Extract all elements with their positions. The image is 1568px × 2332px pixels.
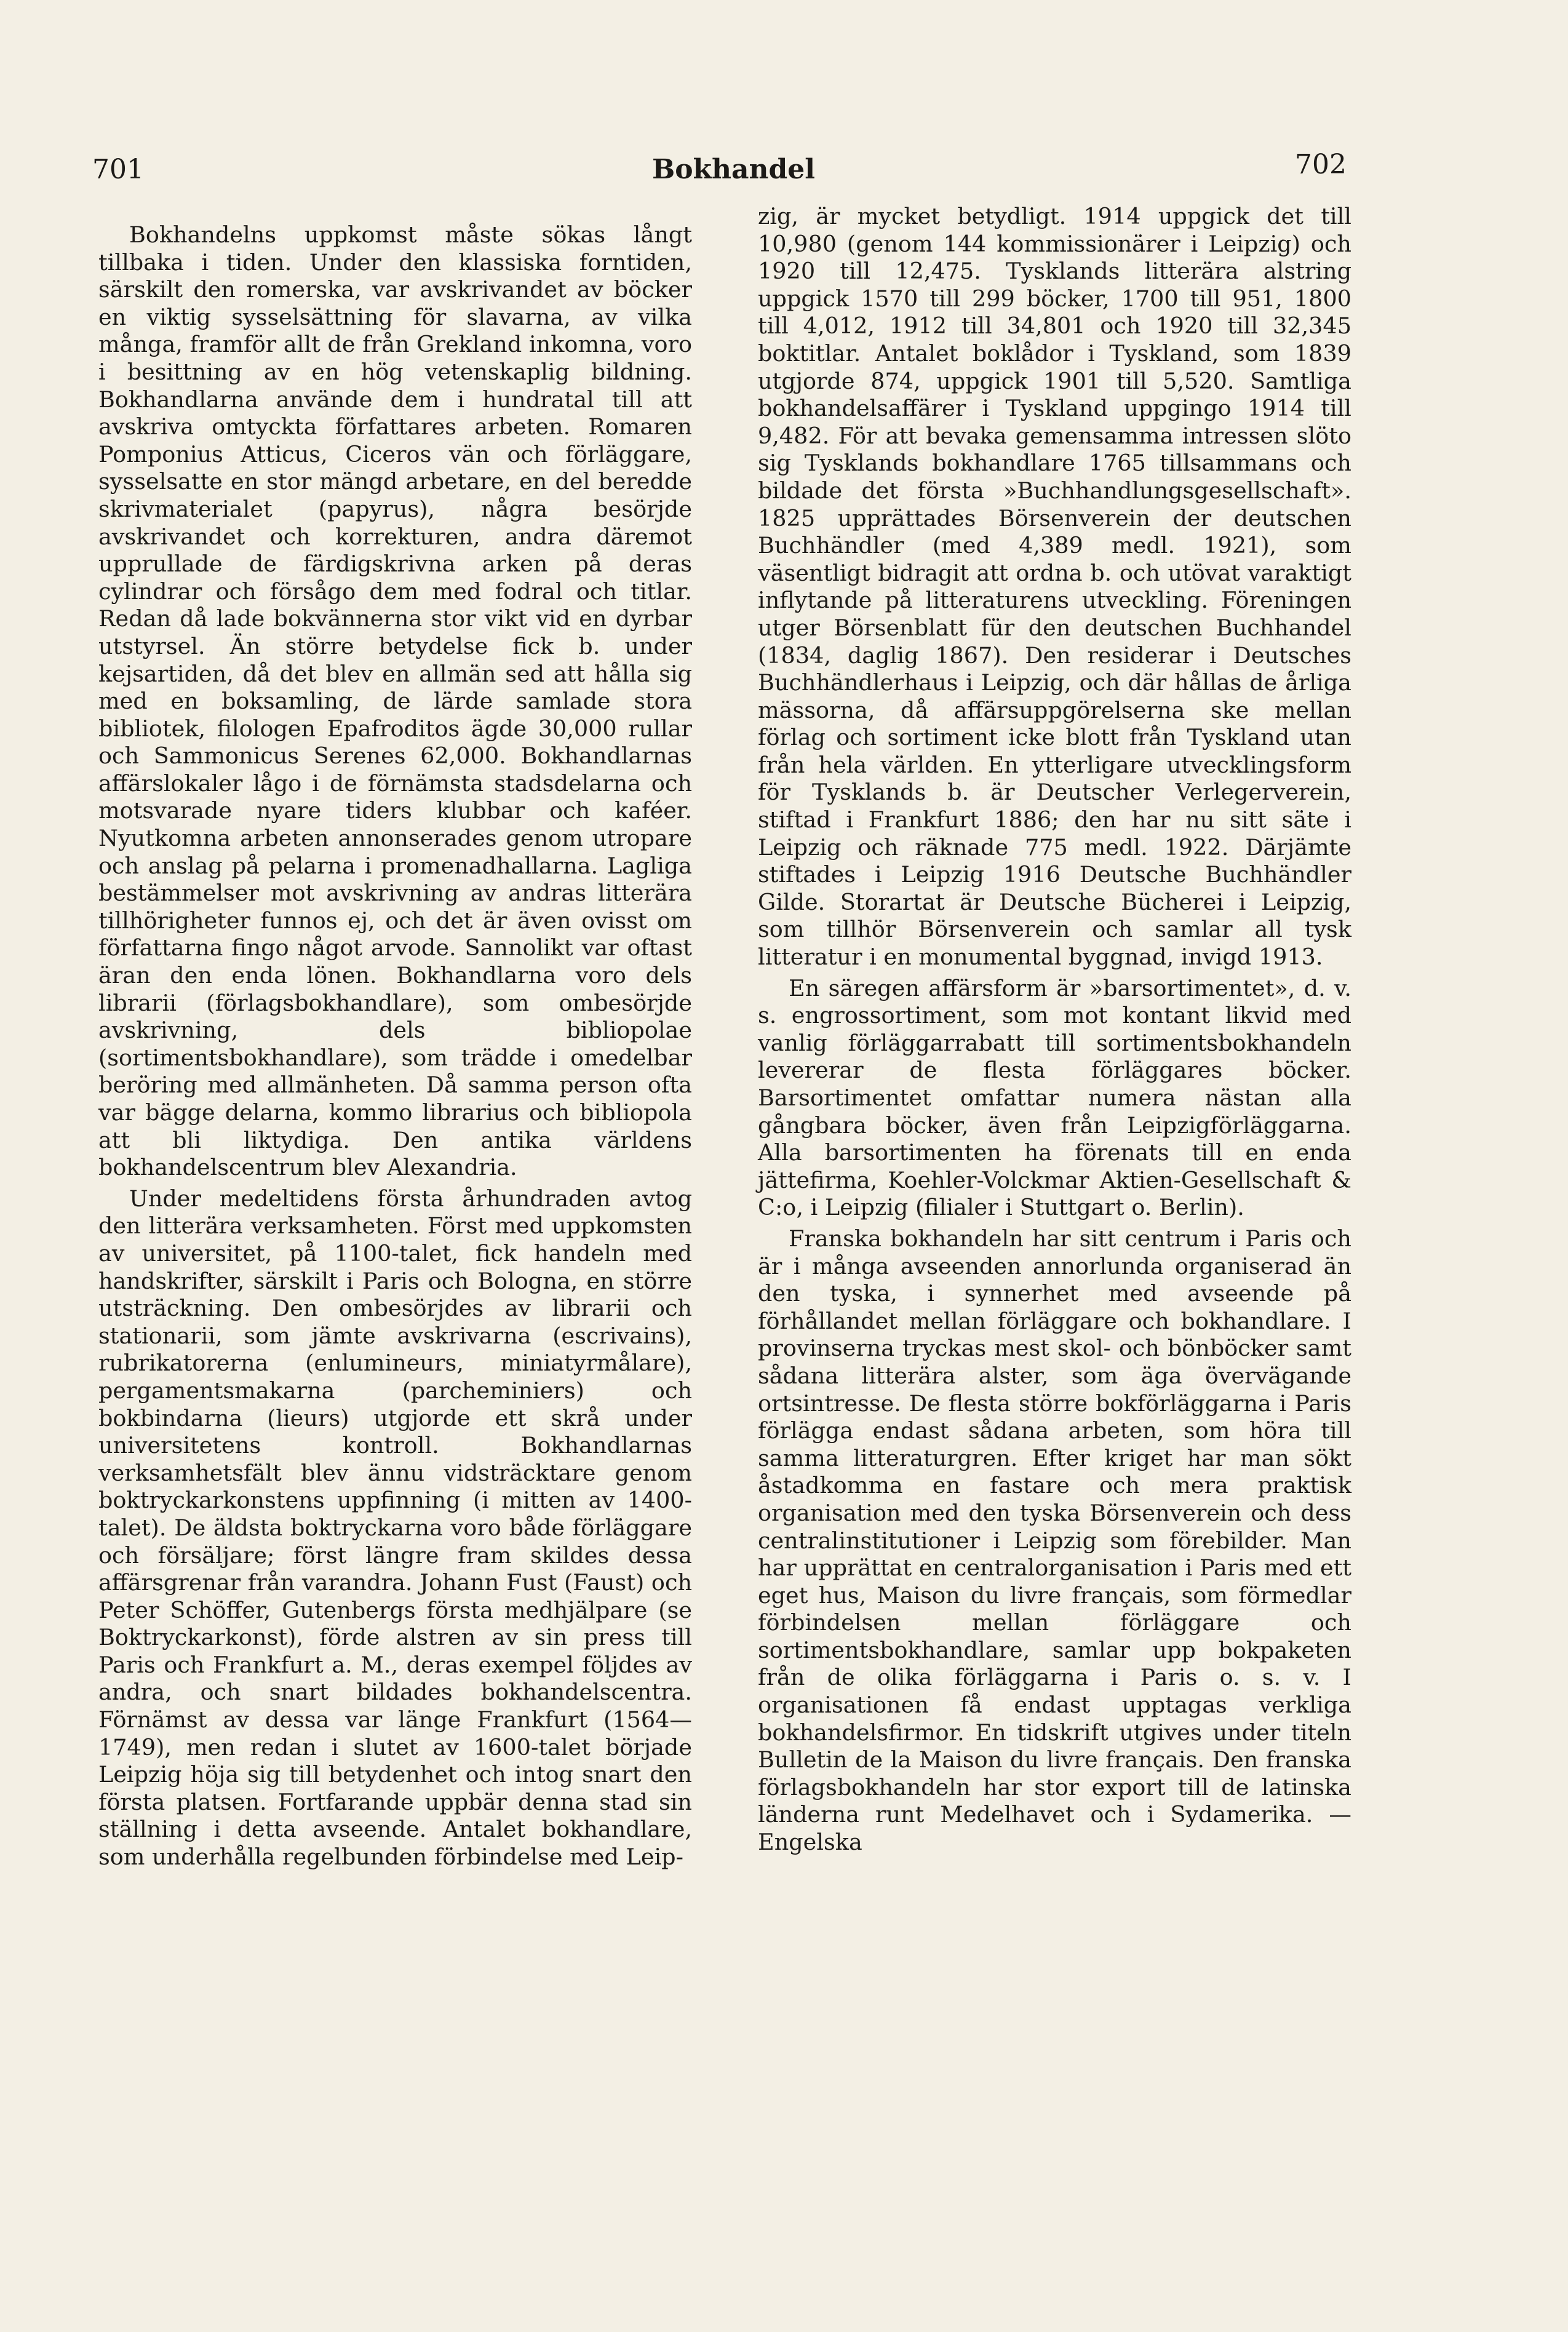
paragraph-medeltiden: Under medeltidens första århundraden avtog den litterära verksamheten. Först med uppkomsten av universitet, på 1100-talet, fick handeln med handskrifter, särskilt i Paris och Bologna, en större utsträckning. Den ombesörjdes av librarii och stationarii, som jämte avskrivarna (escrivains), rubrikatorerna (enlumineurs, miniatyrmålare), pergamentsmakarna (parcheminiers) och bokbindarna (lieurs) utgjorde ett skrå under universitetens kontroll. Bokhandlarnas verksamhetsfält blev ännu vidsträcktare genom boktryckarkonstens uppfinning (i mitten av 1400-talet). De äldsta boktryckarna voro både förläggare och försäljare; först längre fram skildes dessa affärsgrenar från varandra. Johann Fust (Faust) och Peter Schöffer, Gutenbergs första medhjälpare (se Boktryckarkonst), förde alstren av sin press till Paris och Frankfurt a. M., deras exempel följdes av andra, och snart bildades bokhandelscentra. Förnämst av dessa var länge Frankfurt (1564—1749), men redan i slutet av 1600-talet började Leipzig höja sig till betydenhet och intog snart den första platsen. Fortfarande uppbär denna stad sin ställning i detta avseende. Antalet bokhandlare, som underhålla regelbunden förbindelse med Leip-: [98, 1185, 692, 1871]
left-column: [98, 221, 692, 1871]
page-number-left: 701: [92, 154, 144, 185]
paragraph-barsortiment: En säregen affärsform är »barsortimentet», d. v. s. engrossortiment, som mot kontant likvid med vanlig förläggarrabatt till sortimentsbokhandeln levererar de flesta förläggares böcker. Barsortimentet omfattar numera nästan alla gångbara böcker, även från Leipzigförläggarna. Alla barsortimenten ha förenats till en enda jättefirma, Koehler-Volckmar Aktien-Gesellschaft & C:o, i Leipzig (filialer i Stuttgart o. Berlin).: [758, 974, 1351, 1221]
page-title: Bokhandel: [652, 154, 815, 185]
page-number-right: 702: [1295, 149, 1347, 180]
paragraph-bokhandelns-uppkomst: Bokhandelns uppkomst måste sökas långt tillbaka i tiden. Under den klassiska forntiden, särskilt den romerska, var avskrivandet av böcker en viktig sysselsättning för slavarna, av vilka många, framför allt de från Grekland inkomna, voro i besittning av en hög vetenskaplig bildning. Bokhandlarna använde dem i hundratal till att avskriva omtyckta författares arbeten. Romaren Pomponius Atticus, Ciceros vän och förläggare, sysselsatte en stor mängd arbetare, en del beredde skrivmaterialet (papyrus), några besörjde avskrivandet och korrekturen, andra däremot upprullade de färdigskrivna arken på deras cylindrar och försågo dem med fodral och titlar. Redan då lade bokvännerna stor vikt vid en dyrbar utstyrsel. Än större betydelse fick b. under kejsartiden, då det blev en allmän sed att hålla sig med en boksamling, de lärde samlade stora bibliotek, filologen Epafroditos ägde 30,000 rullar och Sammonicus Serenes 62,000. Bokhandlarnas affärslokaler lågo i de förnämsta stadsdelarna och motsvarade nyare tiders klubbar och kaféer. Nyutkomna arbeten annonserades genom utropare och anslag på pelarna i promenadhallarna. Lagliga bestämmelser mot avskrivning av andras litterära tillhörigheter funnos ej, och det är även ovisst om författarna fingo något arvode. Sannolikt var oftast äran den enda lönen. Bokhandlarna voro dels librarii (förlagsbokhandlare), som ombesörjde avskrivning, dels bibliopolae (sortimentsbokhandlare), som trädde i omedelbar beröring med allmänheten. Då samma person ofta var bägge delarna, kommo librarius och bibliopola att bli liktydiga. Den antika världens bokhandelscentrum blev Alexandria.: [98, 221, 692, 1181]
paragraph-leipzig-continued: zig, är mycket betydligt. 1914 uppgick det till 10,980 (genom 144 kommissionärer i Leipzig) och 1920 till 12,475. Tysklands litterära alstring uppgick 1570 till 299 böcker, 1700 till 951, 1800 till 4,012, 1912 till 34,801 och 1920 till 32,345 boktitlar. Antalet boklådor i Tyskland, som 1839 utgjorde 874, uppgick 1901 till 5,520. Samtliga bokhandelsaffärer i Tyskland uppgingo 1914 till 9,482. För att bevaka gemensamma intressen slöto sig Tysklands bokhandlare 1765 tillsammans och bildade det första »Buchhandlungsgesellschaft». 1825 upprättades Börsenverein der deutschen Buchhändler (med 4,389 medl. 1921), som väsentligt bidragit att ordna b. och utövat varaktigt inflytande på litteraturens utveckling. Föreningen utger Börsenblatt für den deutschen Buchhandel (1834, daglig 1867). Den residerar i Deutsches Buchhändlerhaus i Leipzig, och där hållas de årliga mässorna, då affärsuppgörelserna ske mellan förlag och sortiment icke blott från Tyskland utan från hela världen. En ytterligare utvecklingsform för Tysklands b. är Deutscher Verlegerverein, stiftad i Frankfurt 1886; den har nu sitt säte i Leipzig och räknade 775 medl. 1922. Därjämte stiftades i Leipzig 1916 Deutsche Buchhändler Gilde. Storartat är Deutsche Bücherei i Leipzig, som tillhör Börsenverein och samlar all tysk litteratur i en monumental byggnad, invigd 1913.: [758, 203, 1351, 971]
paragraph-franska-bokhandeln: Franska bokhandeln har sitt centrum i Paris och är i många avseenden annorlunda organiserad än den tyska, i synnerhet med avseende på förhållandet mellan förläggare och bokhandlare. I provinserna tryckas mest skol- och bönböcker samt sådana litterära alster, som äga övervägande ortsintresse. De flesta större bokförläggarna i Paris förlägga endast sådana arbeten, som höra till samma litteraturgren. Efter kriget har man sökt åstadkomma en fastare och mera praktisk organisation med den tyska Börsenverein och dess centralinstitutioner i Leipzig som förebilder. Man har upprättat en centralorganisation i Paris med ett eget hus, Maison du livre français, som förmedlar förbindelsen mellan förläggare och sortimentsbokhandlare, samlar upp bokpaketen från de olika förläggarna i Paris o. s. v. I organisationen få endast upptagas verkliga bokhandelsfirmor. En tidskrift utgives under titeln Bulletin de la Maison du livre français. Den franska förlagsbokhandeln har stor export till de latinska länderna runt Medelhavet och i Sydamerika. — Engelska: [758, 1225, 1351, 1856]
right-column: [758, 203, 1351, 1856]
